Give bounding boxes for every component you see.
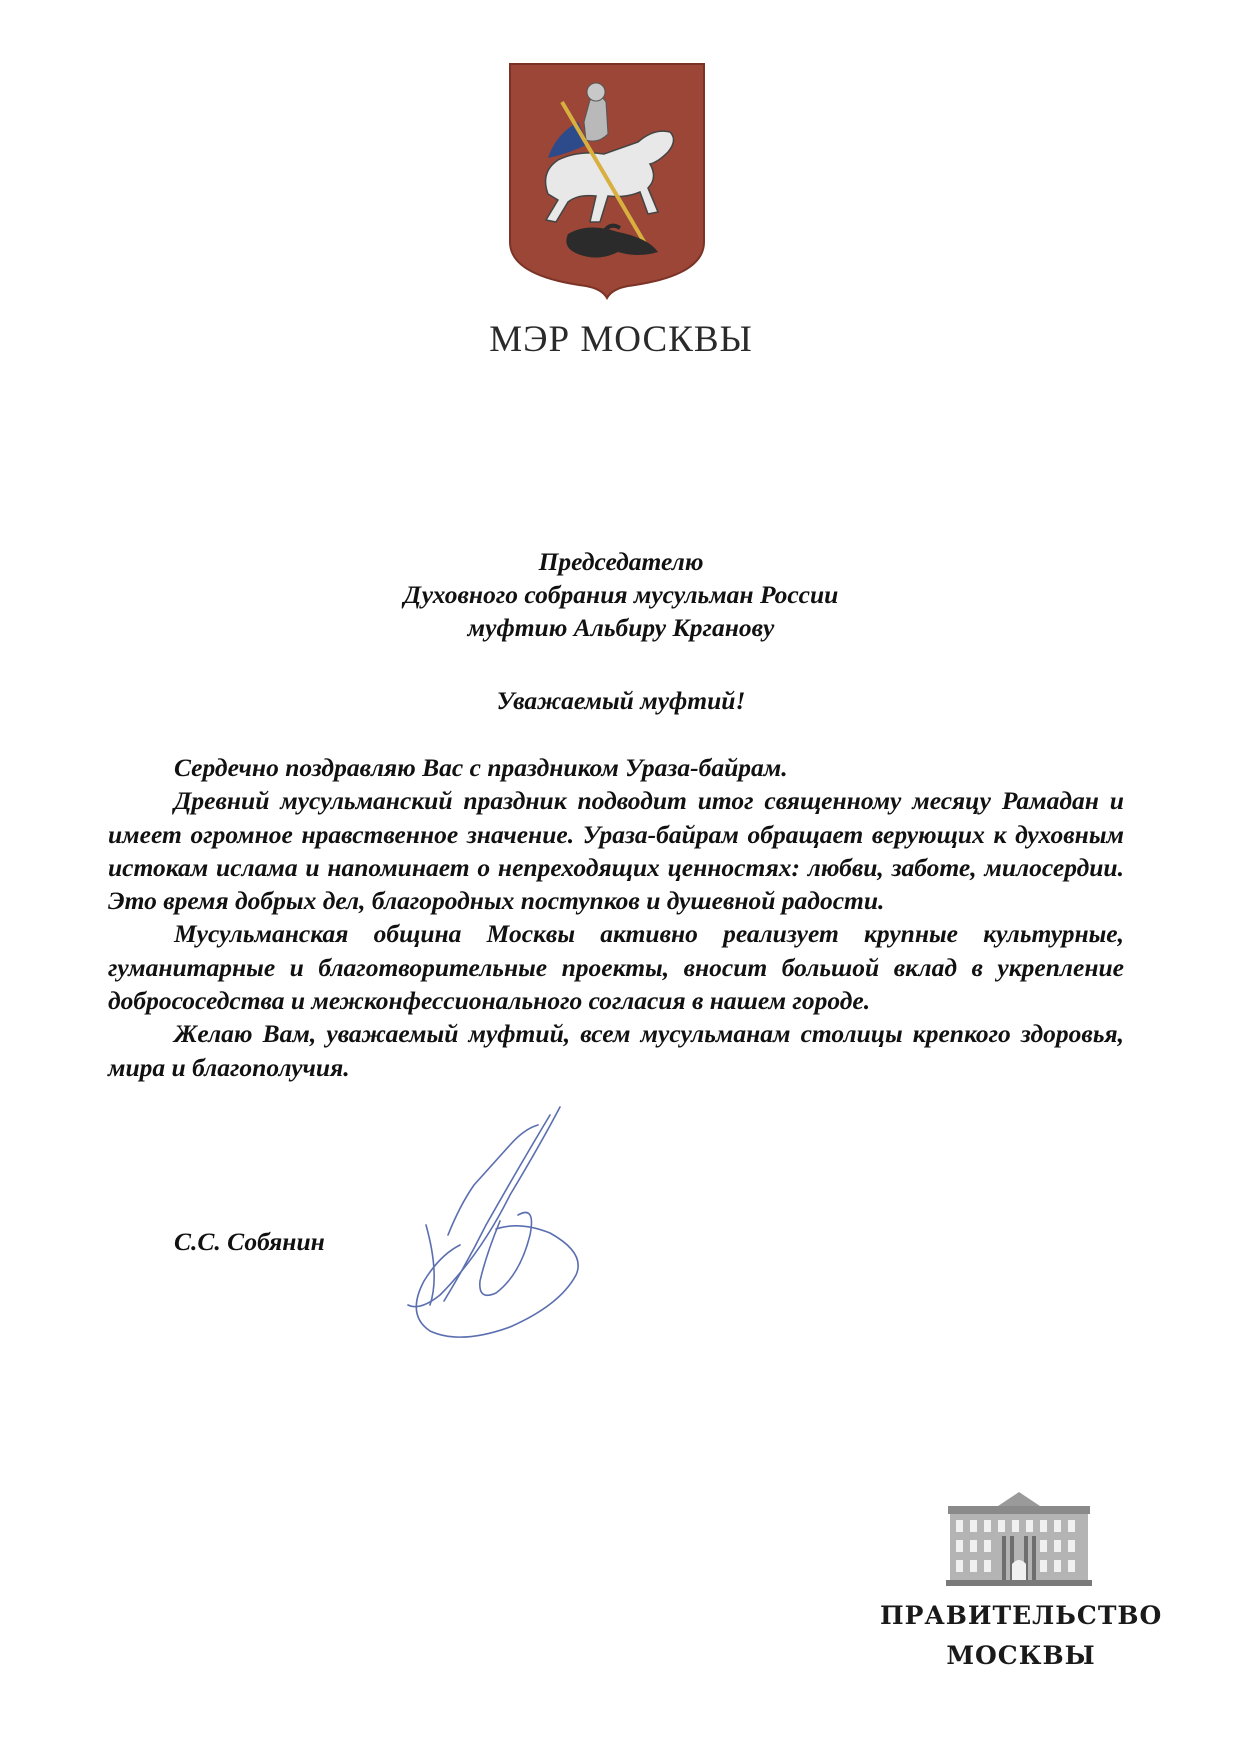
- paragraph-community: Мусульманская община Москвы активно реализует крупные культурные, гуманитарные и благотворительные проекты, вносит большой вклад в укрепление добрососедства и межконфессионального согласия в нашем городе.: [108, 919, 1124, 1016]
- salutation: Уважаемый муфтий!: [496, 686, 746, 715]
- addressee-block: [0, 545, 1242, 644]
- government-name-line2: МОСКВЫ: [946, 1641, 1096, 1670]
- signer-name: С.С. Собянин: [174, 1227, 325, 1256]
- paragraph-meaning: Древний мусульманский праздник подводит итог священному месяцу Рамадан и имеет огромное нравственное значение. Ураза-байрам обращает верующих к духовным истокам ислама и напоминает о непреходящих ценностях: любви, заботе, милосердии. Это время добрых дел, благородных поступков и душевной радости.: [108, 786, 1124, 916]
- addressee-position: Председателю: [538, 547, 704, 576]
- letter-body: [108, 751, 1124, 1084]
- paragraph-wishes: Желаю Вам, уважаемый муфтий, всем мусульманам столицы крепкого здоровья, мира и благополучия.: [108, 1019, 1124, 1082]
- mayor-title: МЭР МОСКВЫ: [489, 319, 753, 360]
- government-building-icon: [946, 1488, 1092, 1588]
- addressee-name: муфтию Альбиру Крганову: [467, 613, 775, 642]
- paragraph-greeting: Сердечно поздравляю Вас с праздником Ураза-байрам.: [174, 753, 788, 782]
- addressee-organization: Духовного собрания мусульман России: [403, 580, 839, 609]
- government-name: [880, 1596, 1162, 1676]
- government-name-line1: ПРАВИТЕЛЬСТВО: [880, 1601, 1163, 1630]
- moscow-coat-of-arms-icon: [508, 62, 706, 300]
- handwritten-signature-icon: [400, 1105, 590, 1345]
